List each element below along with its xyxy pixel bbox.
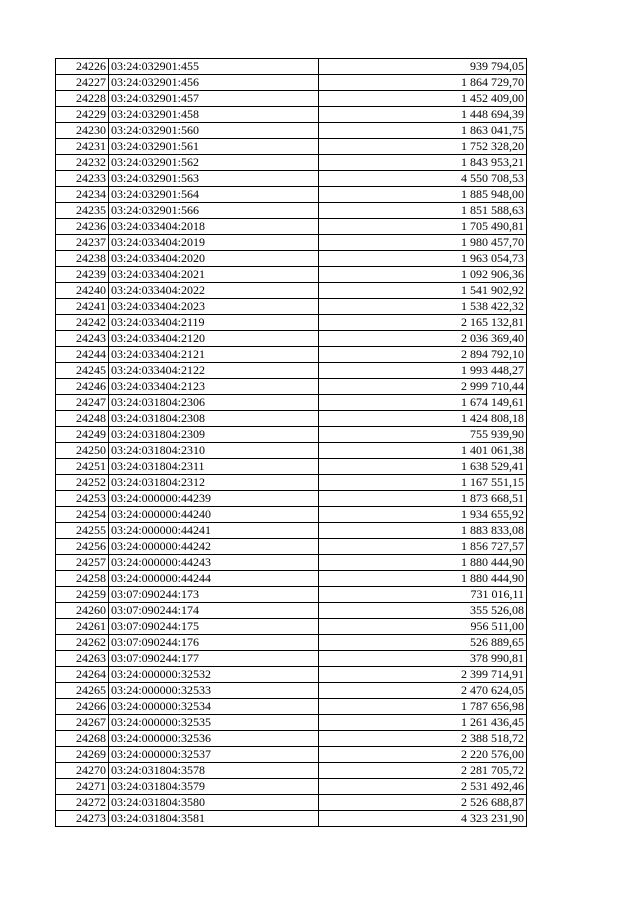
- cadastral-number-cell: 03:24:033404:2021: [109, 267, 319, 283]
- row-number-cell: 24243: [56, 331, 109, 347]
- cadastral-value-cell: 2 388 518,72: [319, 731, 527, 747]
- table-row: [56, 443, 527, 459]
- table-row: [56, 619, 527, 635]
- cadastral-value-cell: 2 036 369,40: [319, 331, 527, 347]
- row-number-cell: 24233: [56, 171, 109, 187]
- table-row: [56, 523, 527, 539]
- cadastral-number-cell: 03:24:032901:457: [109, 91, 319, 107]
- row-number-cell: 24232: [56, 155, 109, 171]
- table-row: [56, 667, 527, 683]
- row-number-cell: 24261: [56, 619, 109, 635]
- cadastral-number-cell: 03:24:031804:2311: [109, 459, 319, 475]
- row-number-cell: 24240: [56, 283, 109, 299]
- cadastral-number-cell: 03:24:033404:2122: [109, 363, 319, 379]
- cadastral-number-cell: 03:24:033404:2018: [109, 219, 319, 235]
- cadastral-value-cell: 2 526 688,87: [319, 795, 527, 811]
- cadastral-value-cell: 1 873 668,51: [319, 491, 527, 507]
- table-row: [56, 491, 527, 507]
- cadastral-number-cell: 03:24:033404:2019: [109, 235, 319, 251]
- table-row: [56, 203, 527, 219]
- table-row: [56, 235, 527, 251]
- table-row: [56, 155, 527, 171]
- row-number-cell: 24236: [56, 219, 109, 235]
- cadastral-number-cell: 03:24:033404:2123: [109, 379, 319, 395]
- table-body: [56, 59, 527, 827]
- row-number-cell: 24241: [56, 299, 109, 315]
- row-number-cell: 24264: [56, 667, 109, 683]
- table-row: [56, 59, 527, 75]
- cadastral-value-cell: 1 167 551,15: [319, 475, 527, 491]
- cadastral-value-cell: 1 883 833,08: [319, 523, 527, 539]
- cadastral-value-cell: 2 894 792,10: [319, 347, 527, 363]
- table-row: [56, 107, 527, 123]
- table-row: [56, 571, 527, 587]
- table-row: [56, 171, 527, 187]
- cadastral-number-cell: 03:24:031804:3578: [109, 763, 319, 779]
- cadastral-number-cell: 03:24:033404:2119: [109, 315, 319, 331]
- table-row: [56, 603, 527, 619]
- cadastral-number-cell: 03:24:000000:44241: [109, 523, 319, 539]
- table-row: [56, 219, 527, 235]
- row-number-cell: 24268: [56, 731, 109, 747]
- cadastral-number-cell: 03:24:033404:2121: [109, 347, 319, 363]
- row-number-cell: 24246: [56, 379, 109, 395]
- table-row: [56, 299, 527, 315]
- row-number-cell: 24257: [56, 555, 109, 571]
- cadastral-number-cell: 03:24:032901:561: [109, 139, 319, 155]
- cadastral-value-cell: 1 424 808,18: [319, 411, 527, 427]
- cadastral-value-cell: 1 092 906,36: [319, 267, 527, 283]
- cadastral-number-cell: 03:24:032901:562: [109, 155, 319, 171]
- cadastral-number-cell: 03:24:000000:32537: [109, 747, 319, 763]
- table-row: [56, 475, 527, 491]
- row-number-cell: 24231: [56, 139, 109, 155]
- row-number-cell: 24273: [56, 811, 109, 827]
- cadastral-value-table: [55, 58, 527, 827]
- cadastral-value-cell: 1 851 588,63: [319, 203, 527, 219]
- table-row: [56, 395, 527, 411]
- row-number-cell: 24249: [56, 427, 109, 443]
- cadastral-number-cell: 03:24:032901:564: [109, 187, 319, 203]
- row-number-cell: 24242: [56, 315, 109, 331]
- table-row: [56, 331, 527, 347]
- cadastral-value-cell: 378 990,81: [319, 651, 527, 667]
- cadastral-value-cell: 1 843 953,21: [319, 155, 527, 171]
- cadastral-number-cell: 03:24:033404:2022: [109, 283, 319, 299]
- cadastral-number-cell: 03:24:000000:32533: [109, 683, 319, 699]
- table-row: [56, 347, 527, 363]
- cadastral-number-cell: 03:24:000000:44240: [109, 507, 319, 523]
- cadastral-number-cell: 03:24:000000:44244: [109, 571, 319, 587]
- row-number-cell: 24247: [56, 395, 109, 411]
- cadastral-value-cell: 1 993 448,27: [319, 363, 527, 379]
- cadastral-number-cell: 03:07:090244:174: [109, 603, 319, 619]
- table-row: [56, 651, 527, 667]
- cadastral-number-cell: 03:24:032901:560: [109, 123, 319, 139]
- cadastral-value-cell: 1 980 457,70: [319, 235, 527, 251]
- cadastral-value-cell: 1 880 444,90: [319, 571, 527, 587]
- row-number-cell: 24254: [56, 507, 109, 523]
- cadastral-value-cell: 755 939,90: [319, 427, 527, 443]
- row-number-cell: 24238: [56, 251, 109, 267]
- row-number-cell: 24260: [56, 603, 109, 619]
- table-row: [56, 699, 527, 715]
- cadastral-value-cell: 1 885 948,00: [319, 187, 527, 203]
- cadastral-value-cell: 2 470 624,05: [319, 683, 527, 699]
- table-row: [56, 283, 527, 299]
- cadastral-value-cell: 1 448 694,39: [319, 107, 527, 123]
- row-number-cell: 24237: [56, 235, 109, 251]
- cadastral-value-cell: 1 880 444,90: [319, 555, 527, 571]
- cadastral-number-cell: 03:24:000000:44239: [109, 491, 319, 507]
- cadastral-value-cell: 4 550 708,53: [319, 171, 527, 187]
- cadastral-number-cell: 03:24:033404:2023: [109, 299, 319, 315]
- table-row: [56, 811, 527, 827]
- cadastral-number-cell: 03:24:000000:44242: [109, 539, 319, 555]
- cadastral-value-cell: 2 281 705,72: [319, 763, 527, 779]
- cadastral-value-cell: 1 538 422,32: [319, 299, 527, 315]
- row-number-cell: 24263: [56, 651, 109, 667]
- table-row: [56, 187, 527, 203]
- cadastral-number-cell: 03:07:090244:177: [109, 651, 319, 667]
- cadastral-value-cell: 1 787 656,98: [319, 699, 527, 715]
- cadastral-number-cell: 03:24:031804:3579: [109, 779, 319, 795]
- table-row: [56, 267, 527, 283]
- table-row: [56, 763, 527, 779]
- table-row: [56, 747, 527, 763]
- cadastral-value-cell: 956 511,00: [319, 619, 527, 635]
- row-number-cell: 24248: [56, 411, 109, 427]
- row-number-cell: 24239: [56, 267, 109, 283]
- row-number-cell: 24256: [56, 539, 109, 555]
- cadastral-number-cell: 03:24:031804:3580: [109, 795, 319, 811]
- row-number-cell: 24255: [56, 523, 109, 539]
- cadastral-number-cell: 03:24:000000:32535: [109, 715, 319, 731]
- table-row: [56, 507, 527, 523]
- table-row: [56, 91, 527, 107]
- cadastral-number-cell: 03:24:031804:2308: [109, 411, 319, 427]
- table-row: [56, 587, 527, 603]
- table-row: [56, 795, 527, 811]
- table-row: [56, 315, 527, 331]
- row-number-cell: 24230: [56, 123, 109, 139]
- table-row: [56, 427, 527, 443]
- row-number-cell: 24226: [56, 59, 109, 75]
- row-number-cell: 24244: [56, 347, 109, 363]
- cadastral-value-cell: 1 452 409,00: [319, 91, 527, 107]
- cadastral-number-cell: 03:24:031804:2309: [109, 427, 319, 443]
- cadastral-number-cell: 03:24:032901:455: [109, 59, 319, 75]
- table-row: [56, 731, 527, 747]
- cadastral-value-cell: 2 531 492,46: [319, 779, 527, 795]
- cadastral-number-cell: 03:24:032901:458: [109, 107, 319, 123]
- table-row: [56, 779, 527, 795]
- row-number-cell: 24227: [56, 75, 109, 91]
- row-number-cell: 24265: [56, 683, 109, 699]
- row-number-cell: 24251: [56, 459, 109, 475]
- table-row: [56, 379, 527, 395]
- cadastral-number-cell: 03:07:090244:175: [109, 619, 319, 635]
- cadastral-value-cell: 526 889,65: [319, 635, 527, 651]
- cadastral-number-cell: 03:24:000000:32536: [109, 731, 319, 747]
- cadastral-value-cell: 2 999 710,44: [319, 379, 527, 395]
- row-number-cell: 24269: [56, 747, 109, 763]
- table-row: [56, 683, 527, 699]
- cadastral-value-cell: 1 934 655,92: [319, 507, 527, 523]
- row-number-cell: 24253: [56, 491, 109, 507]
- cadastral-number-cell: 03:24:031804:2306: [109, 395, 319, 411]
- row-number-cell: 24250: [56, 443, 109, 459]
- row-number-cell: 24235: [56, 203, 109, 219]
- cadastral-value-cell: 1 541 902,92: [319, 283, 527, 299]
- cadastral-number-cell: 03:24:032901:456: [109, 75, 319, 91]
- cadastral-number-cell: 03:24:032901:563: [109, 171, 319, 187]
- table-row: [56, 139, 527, 155]
- row-number-cell: 24271: [56, 779, 109, 795]
- cadastral-value-cell: 1 863 041,75: [319, 123, 527, 139]
- table-row: [56, 75, 527, 91]
- cadastral-number-cell: 03:24:032901:566: [109, 203, 319, 219]
- cadastral-value-cell: 355 526,08: [319, 603, 527, 619]
- table-row: [56, 635, 527, 651]
- cadastral-value-cell: 4 323 231,90: [319, 811, 527, 827]
- cadastral-value-cell: 2 399 714,91: [319, 667, 527, 683]
- row-number-cell: 24266: [56, 699, 109, 715]
- row-number-cell: 24234: [56, 187, 109, 203]
- cadastral-number-cell: 03:24:031804:2310: [109, 443, 319, 459]
- table-row: [56, 539, 527, 555]
- cadastral-number-cell: 03:24:000000:32532: [109, 667, 319, 683]
- cadastral-number-cell: 03:24:033404:2120: [109, 331, 319, 347]
- row-number-cell: 24258: [56, 571, 109, 587]
- cadastral-number-cell: 03:07:090244:176: [109, 635, 319, 651]
- table-row: [56, 411, 527, 427]
- cadastral-value-cell: 1 963 054,73: [319, 251, 527, 267]
- row-number-cell: 24229: [56, 107, 109, 123]
- cadastral-number-cell: 03:24:033404:2020: [109, 251, 319, 267]
- cadastral-value-cell: 939 794,05: [319, 59, 527, 75]
- row-number-cell: 24245: [56, 363, 109, 379]
- cadastral-value-cell: 1 752 328,20: [319, 139, 527, 155]
- table-row: [56, 363, 527, 379]
- cadastral-number-cell: 03:07:090244:173: [109, 587, 319, 603]
- table-row: [56, 123, 527, 139]
- cadastral-value-cell: 1 638 529,41: [319, 459, 527, 475]
- cadastral-value-cell: 2 165 132,81: [319, 315, 527, 331]
- table-row: [56, 459, 527, 475]
- table-row: [56, 715, 527, 731]
- cadastral-number-cell: 03:24:031804:3581: [109, 811, 319, 827]
- row-number-cell: 24259: [56, 587, 109, 603]
- cadastral-value-cell: 1 401 061,38: [319, 443, 527, 459]
- cadastral-number-cell: 03:24:031804:2312: [109, 475, 319, 491]
- table-row: [56, 555, 527, 571]
- row-number-cell: 24252: [56, 475, 109, 491]
- cadastral-value-cell: 1 674 149,61: [319, 395, 527, 411]
- cadastral-value-cell: 1 856 727,57: [319, 539, 527, 555]
- cadastral-value-cell: 2 220 576,00: [319, 747, 527, 763]
- row-number-cell: 24272: [56, 795, 109, 811]
- cadastral-value-cell: 731 016,11: [319, 587, 527, 603]
- cadastral-number-cell: 03:24:000000:32534: [109, 699, 319, 715]
- row-number-cell: 24267: [56, 715, 109, 731]
- cadastral-number-cell: 03:24:000000:44243: [109, 555, 319, 571]
- row-number-cell: 24228: [56, 91, 109, 107]
- row-number-cell: 24262: [56, 635, 109, 651]
- cadastral-value-cell: 1 705 490,81: [319, 219, 527, 235]
- cadastral-value-cell: 1 864 729,70: [319, 75, 527, 91]
- cadastral-value-cell: 1 261 436,45: [319, 715, 527, 731]
- row-number-cell: 24270: [56, 763, 109, 779]
- table-row: [56, 251, 527, 267]
